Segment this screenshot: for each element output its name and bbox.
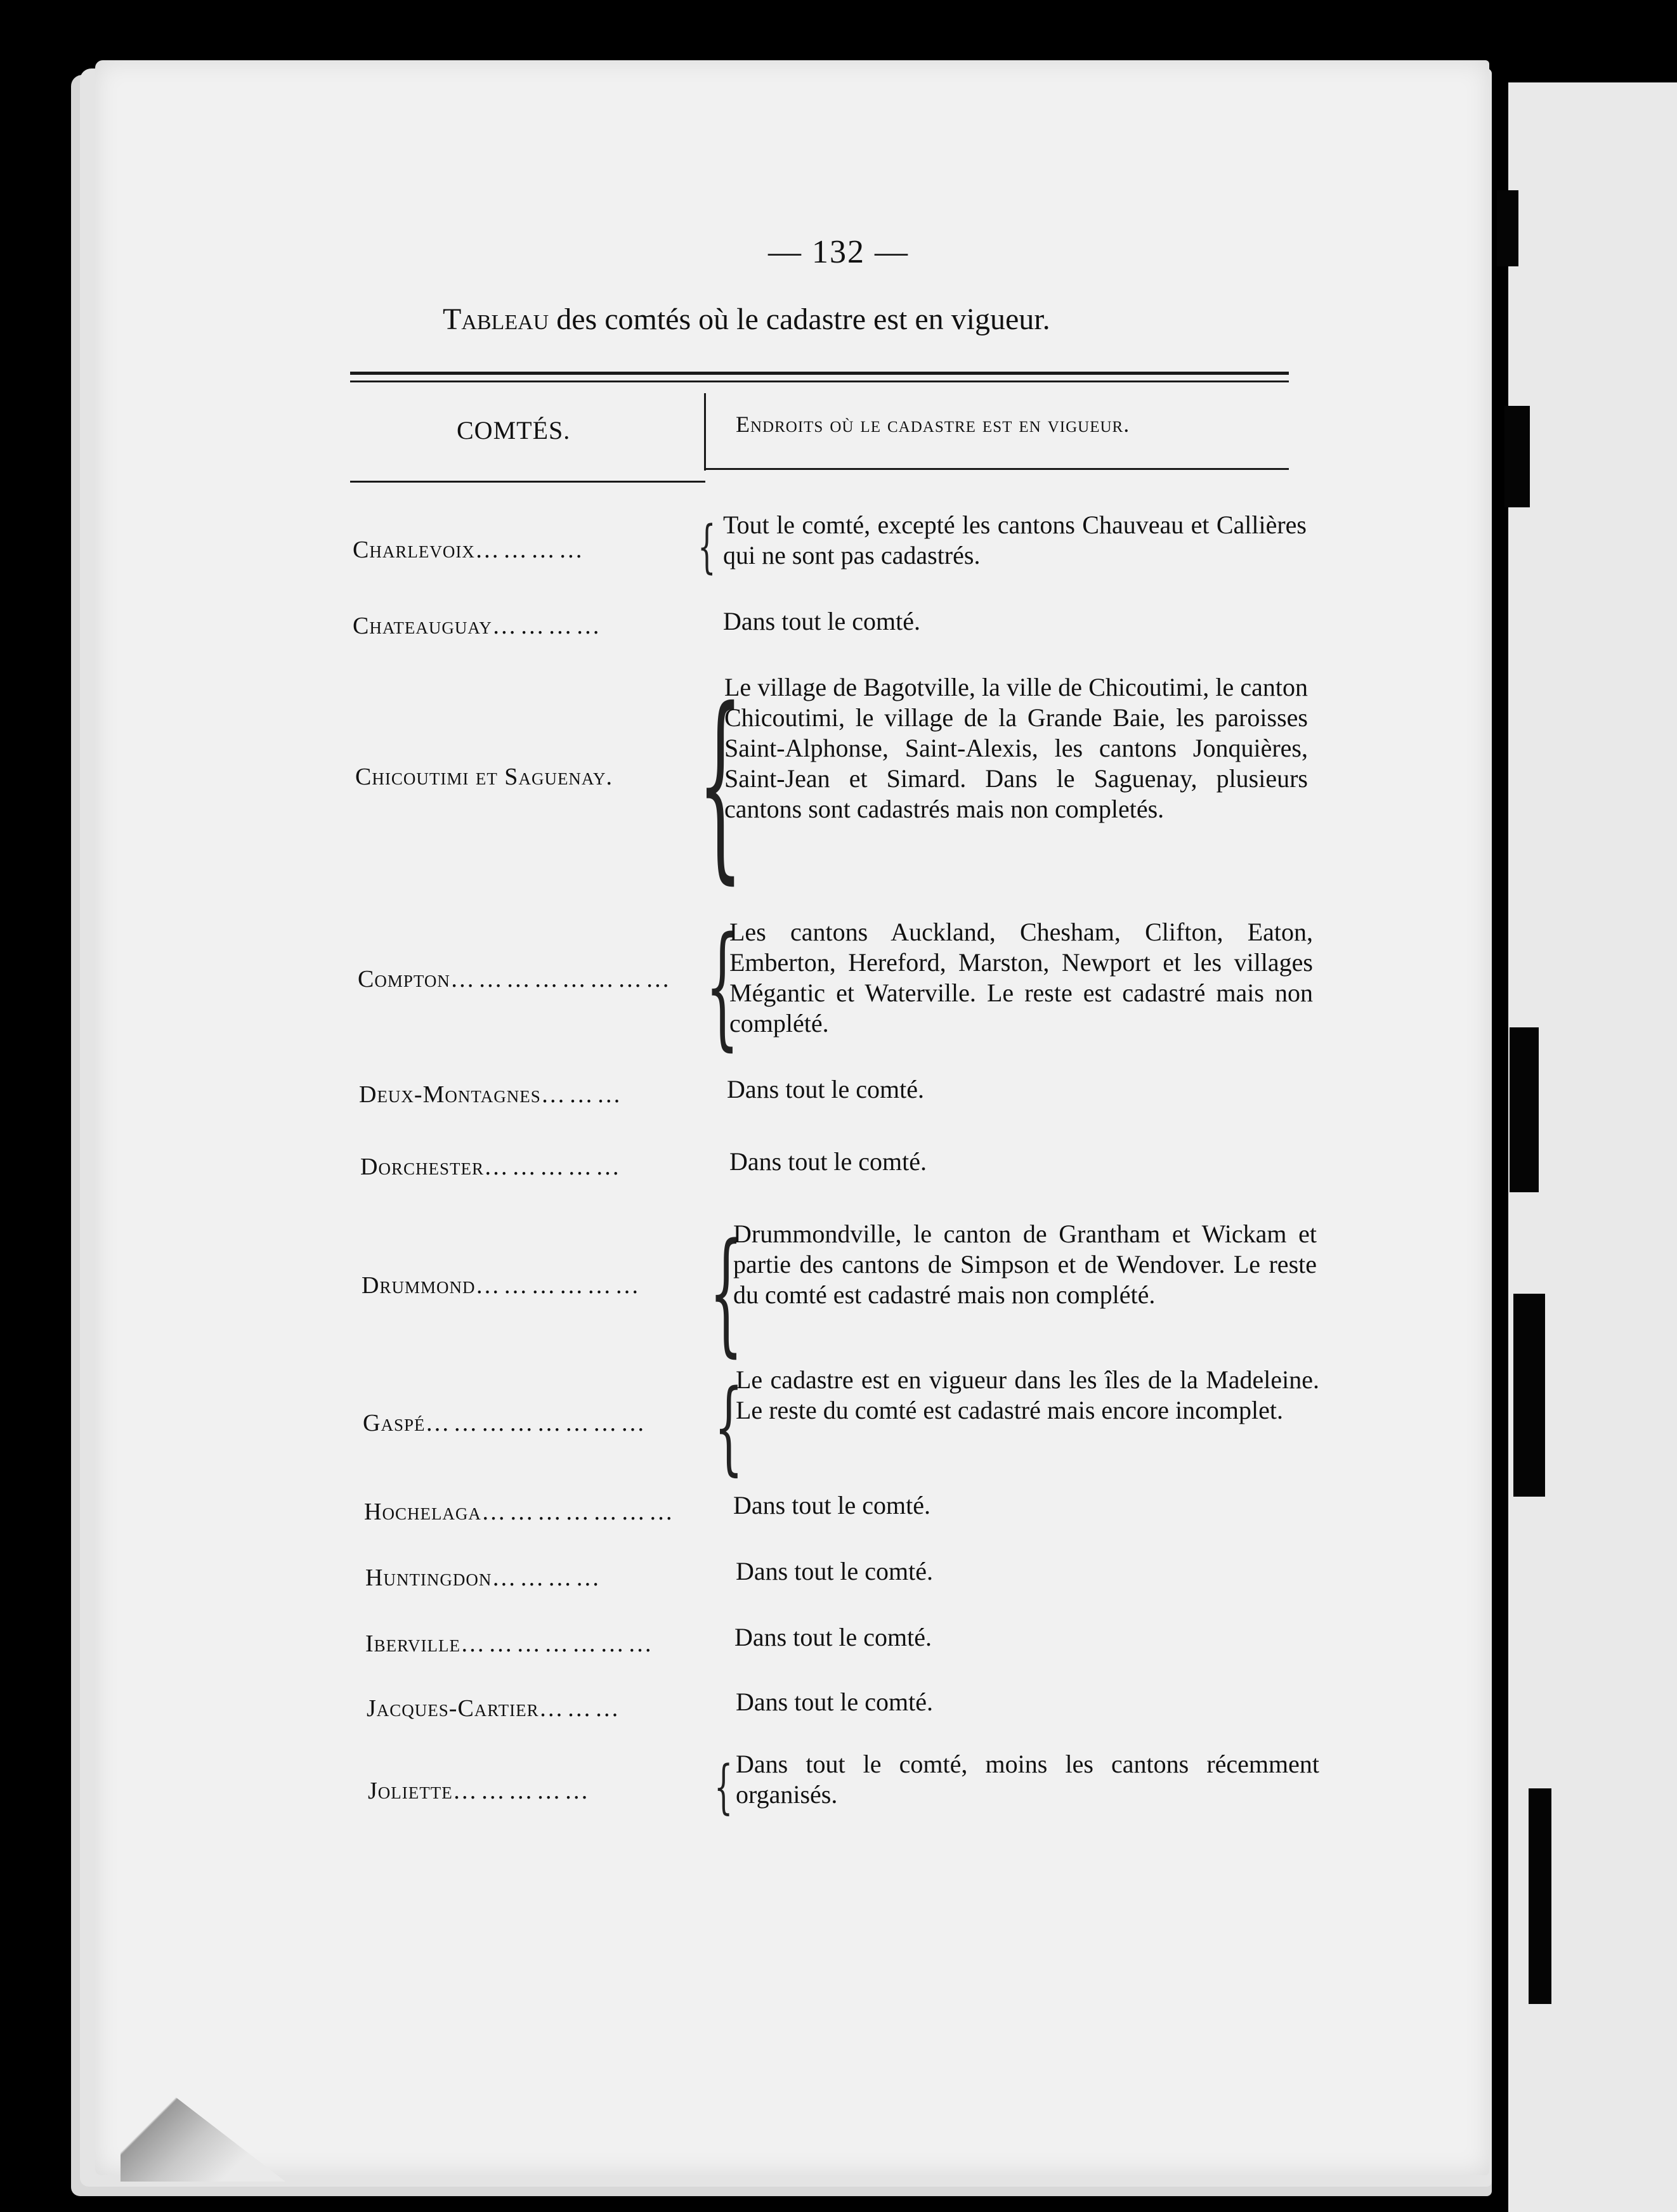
county-label: Gaspé xyxy=(363,1410,426,1436)
brace-icon: { xyxy=(698,666,743,902)
county-label: Chicoutimi et Saguenay. xyxy=(355,764,613,790)
header-rule-double xyxy=(350,381,1289,382)
county-label: Huntingdon xyxy=(365,1565,492,1591)
brace-icon: { xyxy=(714,1367,743,1486)
county-label: Hochelaga xyxy=(364,1499,481,1525)
county-description: Les cantons Auckland, Chesham, Clifton, Eaton, Emberton, Hereford, Marston, Newport et les villages Mégantic et Waterville. Le reste est cadastré mais non complété. xyxy=(729,918,1313,1038)
county-name xyxy=(355,763,613,791)
page-number: — 132 — xyxy=(768,234,909,270)
column-header-comtes: COMTÉS. xyxy=(457,416,571,445)
header-rule-top xyxy=(350,372,1289,375)
table-title-rest: des comtés où le cadastre est en vigueur. xyxy=(549,303,1050,336)
county-name xyxy=(359,1081,625,1109)
document-page xyxy=(95,60,1489,2175)
county-description: Dans tout le comté, moins les cantons récemment organisés. xyxy=(736,1750,1319,1809)
brace-icon: { xyxy=(709,1214,743,1370)
table-title-lead: Tableau xyxy=(443,303,549,336)
binding-mark xyxy=(1529,1788,1551,2004)
leader-dots: ………… xyxy=(474,537,587,563)
leader-dots: ………… xyxy=(492,1565,604,1591)
leader-dots: ………………… xyxy=(460,1630,656,1657)
leader-dots: ……… xyxy=(540,1081,625,1108)
county-name xyxy=(364,1498,677,1526)
binding-mark xyxy=(1510,1027,1539,1192)
binding-mark xyxy=(1513,1294,1545,1497)
leader-dots: ………… xyxy=(492,613,604,639)
county-description: Tout le comté, excepté les cantons Chauveau et Callières qui ne sont pas cadastrés. xyxy=(723,511,1307,569)
county-label: Dorchester xyxy=(360,1154,484,1180)
county-label: Chateauguay xyxy=(353,613,492,639)
leader-dots: …………… xyxy=(483,1154,623,1180)
leader-dots: …………… xyxy=(452,1778,592,1804)
county-description: Dans tout le comté. xyxy=(733,1491,931,1519)
county-name xyxy=(358,965,674,993)
county-description: Dans tout le comté. xyxy=(729,1147,927,1176)
brace-icon: { xyxy=(705,908,740,1064)
column-header-endroits: Endroits où le cadastre est en vigueur. xyxy=(736,412,1130,437)
leader-dots: …………………… xyxy=(450,966,674,992)
county-description: Dans tout le comté. xyxy=(727,1075,925,1103)
county-description: Dans tout le comté. xyxy=(736,1688,934,1716)
county-description: Drummondville, le canton de Grantham et Wickam et partie des cantons de Simpson et de Wendover. Le reste du comté est cadastré mais non complété. xyxy=(733,1220,1317,1309)
county-label: Charlevoix xyxy=(353,537,475,563)
binding-mark xyxy=(1504,406,1530,507)
leader-dots: …………………… xyxy=(425,1410,649,1436)
county-description: Dans tout le comté. xyxy=(736,1557,934,1585)
county-name xyxy=(365,1564,603,1592)
county-name xyxy=(360,1153,623,1181)
county-description: Dans tout le comté. xyxy=(723,607,921,635)
leader-dots: ……… xyxy=(538,1695,623,1722)
header-rule-left xyxy=(350,481,705,483)
county-label: Drummond xyxy=(362,1272,476,1299)
county-name xyxy=(353,612,604,640)
county-description: Le village de Bagotville, la ville de Chicoutimi, le canton Chicoutimi, le village de la Grande Baie, les paroisses Saint-Alphonse, Saint-Alexis, les cantons Jonquières, Saint-Jean et Simard. Dans le Saguenay, plusieurs cantons sont cadastrés mais non completés. xyxy=(724,673,1308,823)
leader-dots: ………………… xyxy=(481,1499,677,1525)
table-title xyxy=(443,302,1050,337)
county-label: Iberville xyxy=(365,1630,460,1657)
county-name xyxy=(353,536,587,564)
county-name xyxy=(363,1409,648,1437)
county-description: Le cadastre est en vigueur dans les îles de la Madeleine. Le reste du comté est cadastré mais encore incomplet. xyxy=(736,1365,1319,1424)
county-name xyxy=(368,1777,592,1805)
county-name xyxy=(362,1272,643,1299)
column-divider xyxy=(704,393,706,471)
brace-icon: { xyxy=(714,1753,733,1821)
brace-icon: { xyxy=(698,514,716,580)
county-description: Dans tout le comté. xyxy=(734,1623,932,1651)
county-name xyxy=(367,1695,623,1722)
county-label: Deux-Montagnes xyxy=(359,1081,541,1108)
header-rule-right xyxy=(705,468,1289,470)
county-label: Jacques-Cartier xyxy=(367,1695,539,1722)
leader-dots: ……………… xyxy=(475,1272,643,1299)
county-name xyxy=(365,1630,656,1658)
county-label: Joliette xyxy=(368,1778,453,1804)
county-label: Compton xyxy=(358,966,450,992)
